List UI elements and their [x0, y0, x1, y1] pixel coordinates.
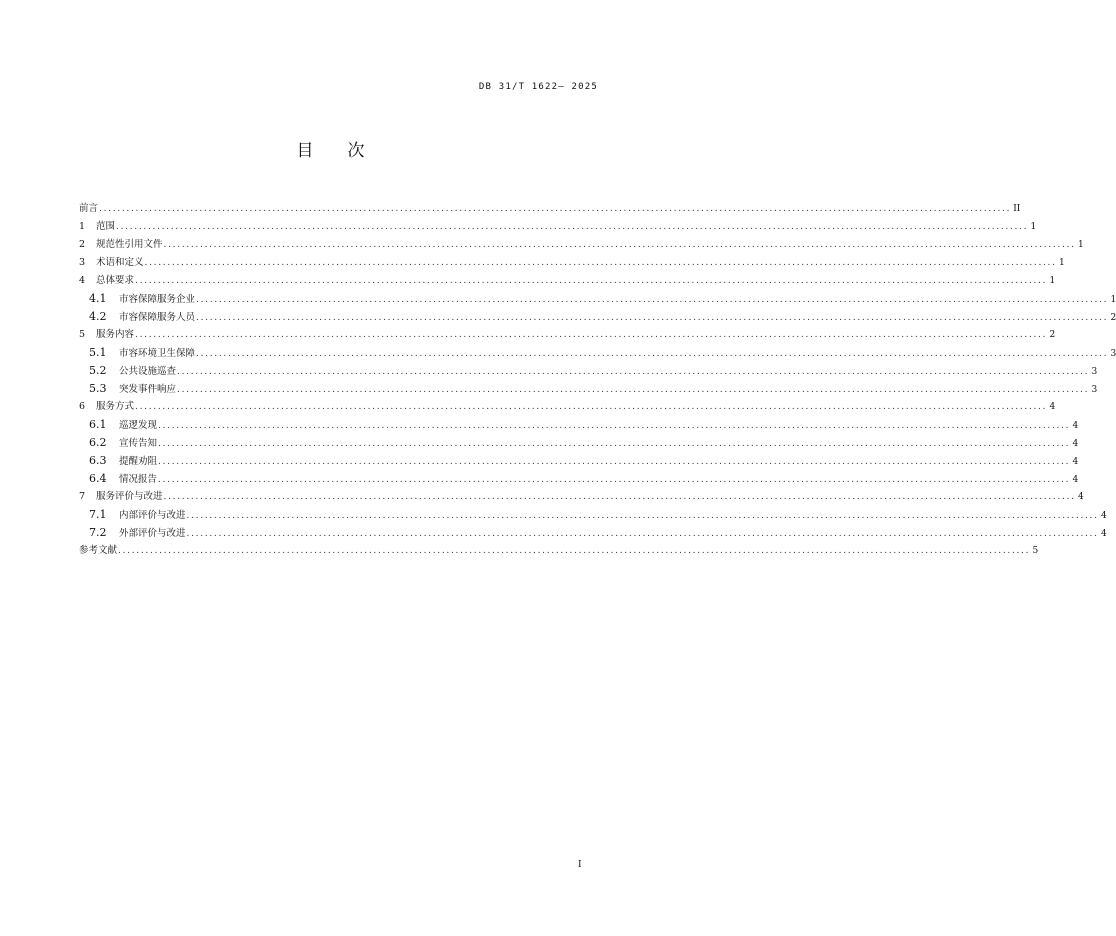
toc-entry-label: 市容保障服务企业 — [119, 294, 196, 305]
toc-dot-leader: ........................................................................................................................................................................................................ — [135, 276, 1048, 286]
toc-entry[interactable] — [79, 236, 1084, 254]
toc-dot-leader: ........................................................................................................................................................................................................ — [177, 385, 1090, 395]
toc-entry-label: 服务内容 — [96, 329, 135, 340]
toc-entry-label: 巡逻发现 — [119, 420, 158, 431]
toc-entry-page: 4 — [1072, 439, 1079, 449]
toc-entry-number: 6.3 — [89, 454, 107, 467]
toc-entry[interactable] — [79, 308, 1116, 326]
toc-entry-label: 总体要求 — [96, 275, 135, 286]
toc-dot-leader: ........................................................................................................................................................................................................ — [135, 330, 1048, 340]
toc-entry-page: 4 — [1100, 511, 1107, 521]
toc-entry-number: 6.2 — [89, 436, 107, 449]
toc-entry-page: 4 — [1077, 492, 1084, 502]
toc-entry[interactable] — [79, 452, 1079, 470]
toc-entry-number: 4 — [79, 275, 86, 286]
toc-entry[interactable] — [79, 254, 1065, 272]
toc-dot-leader: ........................................................................................................................................................................................................ — [144, 258, 1057, 268]
toc-entry-number: 5.3 — [89, 382, 107, 395]
toc-dot-leader: ........................................................................................................................................................................................................ — [158, 439, 1071, 449]
toc-entry-label: 服务方式 — [96, 401, 135, 412]
toc-entry-page: 3 — [1091, 385, 1098, 395]
table-of-contents — [79, 200, 1116, 560]
toc-dot-leader: ........................................................................................................................................................................................................ — [116, 222, 1029, 232]
toc-entry-label: 提醒劝阻 — [119, 456, 158, 467]
toc-entry[interactable] — [79, 488, 1084, 506]
toc-entry-number: 7 — [79, 491, 86, 502]
toc-dot-leader: ........................................................................................................................................................................................................ — [163, 492, 1076, 502]
toc-dot-leader: ........................................................................................................................................................................................................ — [186, 529, 1099, 539]
page-number: I — [578, 860, 582, 870]
toc-entry-number: 6.4 — [89, 472, 107, 485]
toc-entry-label: 前言 — [79, 203, 99, 214]
toc-title — [0, 139, 662, 163]
toc-entry-number: 1 — [79, 221, 86, 232]
toc-entry-label: 内部评价与改进 — [119, 510, 186, 521]
toc-entry-label: 规范性引用文件 — [96, 239, 163, 250]
toc-entry-page: II — [1013, 204, 1021, 214]
toc-entry-page: 1 — [1030, 222, 1037, 232]
toc-entry[interactable] — [79, 344, 1116, 362]
toc-entry-label: 公共设施巡查 — [119, 366, 177, 377]
toc-entry-page: 1 — [1110, 295, 1116, 305]
toc-dot-leader: ........................................................................................................................................................................................................ — [196, 295, 1109, 305]
toc-dot-leader: ........................................................................................................................................................................................................ — [196, 313, 1109, 323]
toc-entry-number: 6 — [79, 401, 86, 412]
toc-dot-leader: ........................................................................................................................................................................................................ — [186, 511, 1099, 521]
document-code: DB 31/T 1622— 2025 — [478, 82, 598, 92]
toc-entry-page: 4 — [1100, 529, 1107, 539]
toc-entry-number: 7.1 — [89, 508, 107, 521]
toc-entry-page: 4 — [1049, 402, 1056, 412]
toc-title-char-2: 次 — [347, 141, 366, 161]
toc-entry-label: 情况报告 — [119, 474, 158, 485]
toc-entry-page: 2 — [1110, 313, 1116, 323]
toc-entry[interactable] — [79, 434, 1079, 452]
toc-entry[interactable] — [79, 380, 1098, 398]
toc-entry[interactable] — [79, 290, 1116, 308]
toc-dot-leader: ........................................................................................................................................................................................................ — [196, 349, 1109, 359]
toc-entry-number: 7.2 — [89, 526, 107, 539]
toc-entry-page: 4 — [1072, 421, 1079, 431]
toc-dot-leader: ........................................................................................................................................................................................................ — [158, 475, 1071, 485]
toc-dot-leader: ........................................................................................................................................................................................................ — [118, 546, 1031, 556]
toc-entry-number: 5 — [79, 329, 86, 340]
toc-dot-leader: ........................................................................................................................................................................................................ — [158, 421, 1071, 431]
toc-dot-leader: ........................................................................................................................................................................................................ — [135, 402, 1048, 412]
toc-entry-label: 市容保障服务人员 — [119, 312, 196, 323]
toc-dot-leader: ........................................................................................................................................................................................................ — [177, 367, 1090, 377]
toc-entry[interactable] — [79, 398, 1056, 416]
toc-entry-number: 6.1 — [89, 418, 107, 431]
toc-entry-page: 2 — [1049, 330, 1056, 340]
toc-entry-number: 3 — [79, 257, 86, 268]
toc-entry-label: 市容环境卫生保障 — [119, 348, 196, 359]
toc-entry-page: 4 — [1072, 475, 1079, 485]
toc-entry-label: 外部评价与改进 — [119, 528, 186, 539]
toc-entry[interactable] — [79, 542, 1039, 560]
toc-entry-number: 2 — [79, 239, 86, 250]
toc-entry-number: 5.1 — [89, 346, 107, 359]
toc-entry-label: 范围 — [96, 221, 116, 232]
toc-entry-label: 服务评价与改进 — [96, 491, 163, 502]
toc-entry-page: 1 — [1077, 240, 1084, 250]
toc-dot-leader: ........................................................................................................................................................................................................ — [163, 240, 1076, 250]
toc-entry[interactable] — [79, 362, 1098, 380]
toc-entry-page: 4 — [1072, 457, 1079, 467]
toc-entry[interactable] — [79, 416, 1079, 434]
toc-entry[interactable] — [79, 326, 1056, 344]
toc-entry-number: 4.2 — [89, 310, 107, 323]
toc-dot-leader: ........................................................................................................................................................................................................ — [158, 457, 1071, 467]
toc-entry[interactable] — [79, 506, 1107, 524]
toc-entry-number: 4.1 — [89, 292, 107, 305]
toc-entry-number: 5.2 — [89, 364, 107, 377]
toc-entry-page: 1 — [1058, 258, 1065, 268]
toc-entry-page: 3 — [1110, 349, 1116, 359]
toc-dot-leader: ........................................................................................................................................................................................................ — [99, 204, 1012, 214]
toc-entry-page: 3 — [1091, 367, 1098, 377]
toc-entry-label: 参考文献 — [79, 545, 118, 556]
toc-entry[interactable] — [79, 524, 1107, 542]
toc-entry-page: 1 — [1049, 276, 1056, 286]
toc-title-char-1: 目 — [296, 141, 315, 161]
toc-entry[interactable] — [79, 470, 1079, 488]
toc-entry[interactable] — [79, 272, 1056, 290]
toc-entry-page: 5 — [1032, 546, 1039, 556]
toc-entry[interactable] — [79, 200, 1021, 218]
toc-entry-label: 宣传告知 — [119, 438, 158, 449]
toc-entry[interactable] — [79, 218, 1037, 236]
toc-entry-label: 术语和定义 — [96, 257, 144, 268]
toc-entry-label: 突发事件响应 — [119, 384, 177, 395]
